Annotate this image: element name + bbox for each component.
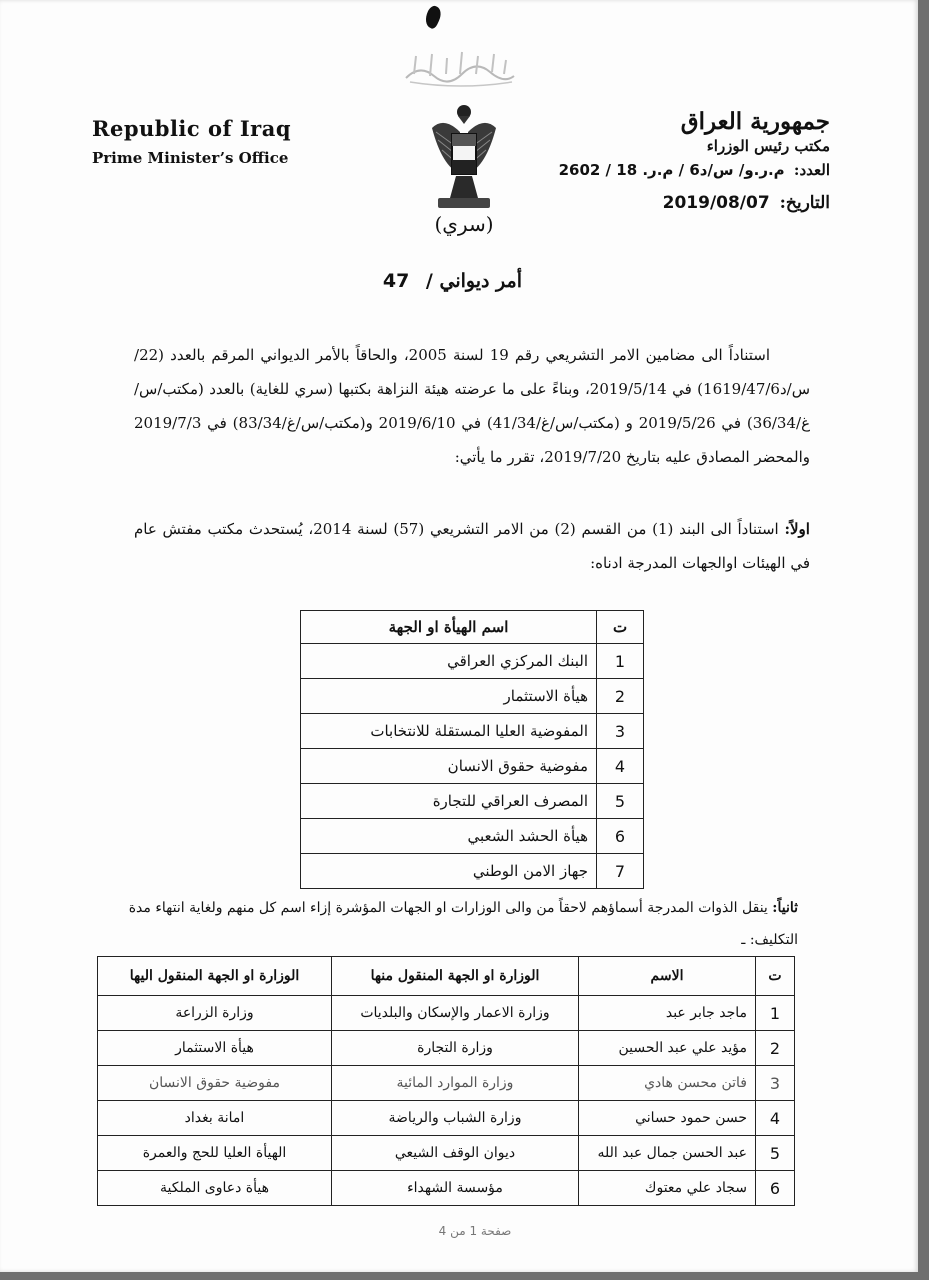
table-row [301,714,644,749]
row-number: 7 [597,854,644,889]
table-row [98,1136,795,1171]
second-clause [118,892,798,956]
column-header-to: الوزارة او الجهة المنقول اليها [98,957,332,996]
person-name: عبد الحسن جمال عبد الله [579,1136,756,1171]
person-name: فاتن محسن هادي [579,1066,756,1101]
table-row [301,784,644,819]
row-number: 6 [756,1171,795,1206]
english-country-name: Republic of Iraq [92,116,292,141]
second-clause-label: ثانياً: [772,900,798,916]
transferred-from: وزارة الموارد المائية [332,1066,579,1101]
row-number: 5 [597,784,644,819]
column-header-from: الوزارة او الجهة المنقول منها [332,957,579,996]
table-row [301,644,644,679]
transferred-to: وزارة الزراعة [98,996,332,1031]
transferred-to: هيأة الاستثمار [98,1031,332,1066]
transferred-to: الهيأة العليا للحج والعمرة [98,1136,332,1171]
table-row [98,1101,795,1136]
row-number: 3 [597,714,644,749]
first-clause [134,512,810,580]
transferred-from: وزارة الشباب والرياضة [332,1101,579,1136]
date-label: التاريخ: [779,193,830,213]
basmala-calligraphy-icon [400,44,520,88]
person-name: سجاد علي معتوك [579,1171,756,1206]
table-row [301,819,644,854]
person-name: حسن حمود حساني [579,1101,756,1136]
intro-text: استناداً الى مضامين الامر التشريعي رقم 19 لسنة 2005، والحاقاً بالأمر الديواني المرقم بالعدد (22/س/د1619/47/6) في 2019/5/14، وبناءً على ما عرضته هيئة النزاهة بكتبها (سري للغاية) بالعدد (مكتب/س/غ/36/34) في 2019/5/26 و (مكتب/س/غ/41/34) في 2019/6/10 و(مكتب/س/غ/83/34) في 2019/7/3 والمحضر المصادق عليه بتاريخ 2019/7/20، تقرر ما يأتي: [134,346,811,466]
date-value: 2019/08/07 [662,193,770,213]
row-number: 1 [756,996,795,1031]
transfers-table [97,956,795,1206]
order-label: أمر ديواني / [425,270,522,292]
row-number: 4 [597,749,644,784]
transferred-from: ديوان الوقف الشيعي [332,1136,579,1171]
table-row [98,1066,795,1101]
body-name: البنك المركزي العراقي [301,644,597,679]
column-header-name: الاسم [579,957,756,996]
reference-number-row [450,161,830,179]
english-letterhead [92,116,332,167]
ink-blot [422,4,444,30]
arabic-letterhead [450,108,830,213]
reference-value: م.ر.و/ س/د6 / م.ر. 18 / 2602 [558,161,785,179]
page-number: صفحة 1 من 4 [438,1224,512,1238]
transferred-to: مفوضية حقوق الانسان [98,1066,332,1101]
arabic-country-name: جمهورية العراق [680,108,830,135]
table-row [98,1171,795,1206]
table-row [301,749,644,784]
second-clause-text: ينقل الذوات المدرجة أسماؤهم لاحقاً من والى الوزارات او الجهات المؤشرة إزاء اسم كل منهم ولغاية انتهاء مدة التكليف: ـ [128,900,798,948]
first-clause-text: استناداً الى البند (1) من القسم (2) من الامر التشريعي (57) لسنة 2014، يُستحدث مكتب مفتش عام في الهيئات اوالجهات المدرجة ادناه: [134,520,810,572]
order-number: 47 [382,270,410,292]
row-number: 5 [756,1136,795,1171]
body-name: هيأة الحشد الشعبي [301,819,597,854]
transferred-from: وزارة التجارة [332,1031,579,1066]
column-header-number: ت [756,957,795,996]
table-row [301,679,644,714]
transferred-to: هيأة دعاوى الملكية [98,1171,332,1206]
body-name: المفوضية العليا المستقلة للانتخابات [301,714,597,749]
english-office-name: Prime Minister’s Office [92,149,289,167]
person-name: ماجد جابر عبد [579,996,756,1031]
reference-label: العدد: [793,161,830,179]
table-row [301,854,644,889]
body-name: هيأة الاستثمار [301,679,597,714]
column-header-number: ت [597,611,644,644]
body-name: جهاز الامن الوطني [301,854,597,889]
row-number: 2 [597,679,644,714]
row-number: 6 [597,819,644,854]
table-header-row [98,957,795,996]
body-name: مفوضية حقوق الانسان [301,749,597,784]
date-row [450,193,830,213]
column-header-body-name: اسم الهيأة او الجهة [301,611,597,644]
row-number: 3 [756,1066,795,1101]
transferred-from: مؤسسة الشهداء [332,1171,579,1206]
transferred-to: امانة بغداد [98,1101,332,1136]
person-name: مؤيد علي عبد الحسين [579,1031,756,1066]
table-row [98,996,795,1031]
transferred-from: وزارة الاعمار والإسكان والبلديات [332,996,579,1031]
table-header-row [301,611,644,644]
row-number: 2 [756,1031,795,1066]
order-title [362,270,522,292]
table-row [98,1031,795,1066]
row-number: 4 [756,1101,795,1136]
first-clause-label: اولاً: [784,520,810,538]
secret-stamp: ( سري ) [428,212,500,236]
row-number: 1 [597,644,644,679]
arabic-office-name: مكتب رئيس الوزراء [706,137,830,155]
body-name: المصرف العراقي للتجارة [301,784,597,819]
intro-paragraph [134,338,810,474]
bodies-table [300,610,644,889]
